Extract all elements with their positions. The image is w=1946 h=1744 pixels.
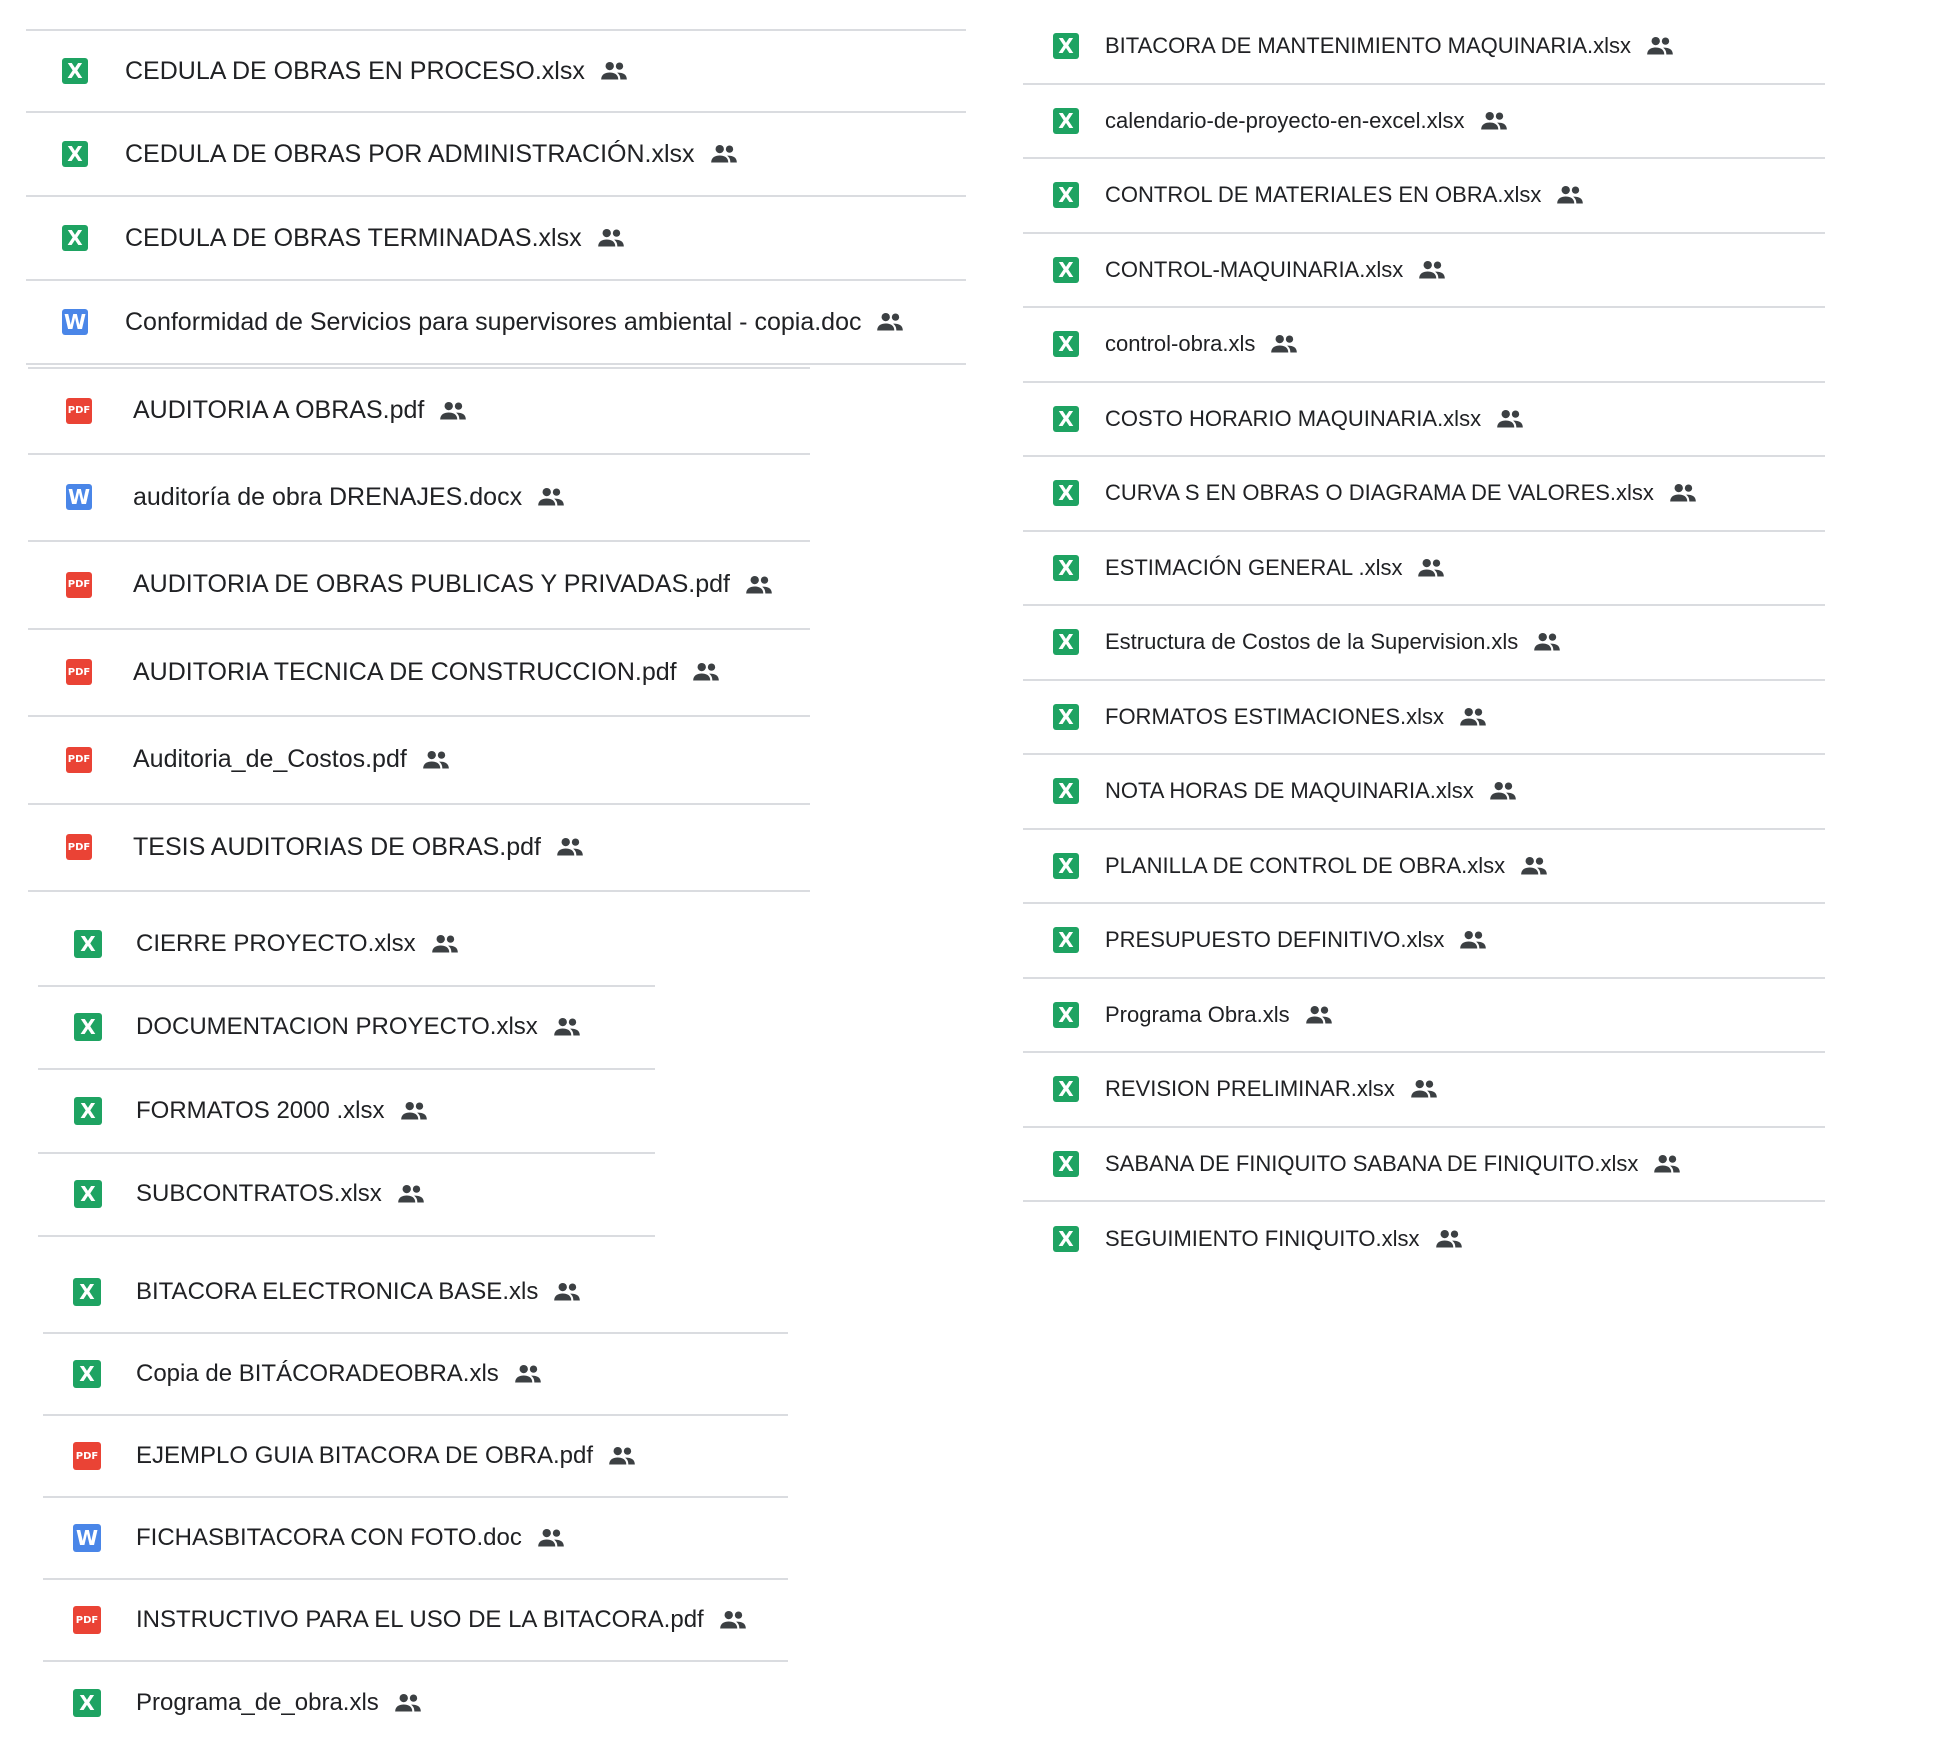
people-icon	[1479, 110, 1509, 132]
file-list-bitacora	[43, 1252, 788, 1744]
spreadsheet-icon: X	[1053, 257, 1079, 283]
file-row[interactable]	[26, 113, 966, 197]
spreadsheet-icon: X	[1053, 331, 1079, 357]
people-icon	[1417, 259, 1447, 281]
people-icon	[607, 1445, 637, 1467]
file-name[interactable]: PRESUPUESTO DEFINITIVO.xlsx	[1105, 927, 1445, 953]
spreadsheet-icon: X	[1053, 927, 1079, 953]
spreadsheet-icon: X	[1053, 33, 1079, 59]
people-icon	[1652, 1153, 1682, 1175]
file-name[interactable]: Conformidad de Servicios para supervisores ambiental - copia.doc	[125, 307, 862, 336]
people-icon	[1555, 184, 1585, 206]
people-icon	[1668, 482, 1698, 504]
file-row[interactable]	[43, 1416, 788, 1498]
file-name[interactable]: CIERRE PROYECTO.xlsx	[136, 929, 416, 957]
people-icon	[555, 836, 585, 858]
people-icon	[718, 1609, 748, 1631]
file-row[interactable]	[38, 1070, 655, 1154]
people-icon	[1269, 333, 1299, 355]
file-row[interactable]	[1023, 1053, 1825, 1128]
file-row[interactable]	[28, 717, 810, 805]
file-name[interactable]: TESIS AUDITORIAS DE OBRAS.pdf	[133, 832, 541, 861]
spreadsheet-icon: X	[1053, 1002, 1079, 1028]
file-row[interactable]	[1023, 457, 1825, 532]
file-name[interactable]: Copia de BITÁCORADEOBRA.xls	[136, 1360, 499, 1387]
file-name[interactable]: REVISION PRELIMINAR.xlsx	[1105, 1076, 1395, 1102]
file-name[interactable]: CONTROL DE MATERIALES EN OBRA.xlsx	[1105, 182, 1542, 208]
file-row[interactable]	[1023, 85, 1825, 160]
people-icon	[1458, 929, 1488, 951]
spreadsheet-icon: X	[74, 1013, 102, 1041]
file-row[interactable]	[1023, 1202, 1825, 1277]
file-name[interactable]: Estructura de Costos de la Supervision.xls	[1105, 629, 1519, 655]
pdf-icon: PDF	[73, 1442, 101, 1470]
spreadsheet-icon: X	[1053, 1226, 1079, 1252]
file-row[interactable]	[1023, 159, 1825, 234]
file-name[interactable]: SABANA DE FINIQUITO SABANA DE FINIQUITO.xlsx	[1105, 1150, 1639, 1176]
spreadsheet-icon: X	[74, 930, 102, 958]
people-icon	[1645, 35, 1675, 57]
file-row[interactable]	[28, 367, 810, 455]
people-icon	[596, 227, 626, 249]
file-row[interactable]	[1023, 383, 1825, 458]
file-name[interactable]: CEDULA DE OBRAS EN PROCESO.xlsx	[125, 56, 585, 85]
people-icon	[1495, 408, 1525, 430]
file-list-cedulas	[26, 29, 966, 365]
file-name[interactable]: Programa_de_obra.xls	[136, 1689, 379, 1716]
file-row[interactable]	[1023, 1128, 1825, 1203]
file-name[interactable]: SEGUIMIENTO FINIQUITO.xlsx	[1105, 1226, 1420, 1252]
spreadsheet-icon: X	[1053, 853, 1079, 879]
people-icon	[709, 143, 739, 165]
word-doc-icon: W	[67, 485, 91, 510]
spreadsheet-icon: X	[1053, 108, 1079, 134]
spreadsheet-icon: X	[1053, 1151, 1079, 1177]
people-icon	[438, 400, 468, 422]
pdf-icon: PDF	[66, 398, 92, 424]
people-icon	[875, 311, 905, 333]
file-name[interactable]: Programa Obra.xls	[1105, 1001, 1290, 1027]
file-name[interactable]: auditoría de obra DRENAJES.docx	[133, 482, 523, 511]
file-row[interactable]	[1023, 755, 1825, 830]
spreadsheet-icon: X	[73, 1278, 101, 1306]
spreadsheet-icon: X	[1053, 1076, 1079, 1102]
file-row[interactable]	[43, 1498, 788, 1580]
people-icon	[1458, 706, 1488, 728]
people-icon	[536, 1527, 566, 1549]
file-name[interactable]: AUDITORIA A OBRAS.pdf	[133, 396, 425, 425]
word-doc-icon: W	[73, 1524, 101, 1552]
file-name[interactable]: CONTROL-MAQUINARIA.xlsx	[1105, 256, 1404, 282]
people-icon	[552, 1281, 582, 1303]
pdf-icon: PDF	[73, 1606, 101, 1634]
file-row[interactable]	[1023, 532, 1825, 607]
file-name[interactable]: PLANILLA DE CONTROL DE OBRA.xlsx	[1105, 852, 1506, 878]
file-row[interactable]	[43, 1662, 788, 1744]
pdf-icon: PDF	[66, 747, 92, 773]
people-icon	[1416, 557, 1446, 579]
file-row[interactable]	[1023, 234, 1825, 309]
people-icon	[421, 749, 451, 771]
spreadsheet-icon: X	[73, 1360, 101, 1388]
file-name[interactable]: INSTRUCTIVO PARA EL USO DE LA BITACORA.pdf	[136, 1606, 704, 1633]
spreadsheet-icon: X	[1053, 406, 1079, 432]
people-icon	[1434, 1228, 1464, 1250]
people-icon	[1409, 1078, 1439, 1100]
people-icon	[599, 60, 629, 82]
file-list-proyecto	[38, 903, 655, 1237]
file-row[interactable]	[1023, 308, 1825, 383]
file-name[interactable]: AUDITORIA TECNICA DE CONSTRUCCION.pdf	[133, 657, 677, 686]
file-name[interactable]: EJEMPLO GUIA BITACORA DE OBRA.pdf	[136, 1442, 594, 1469]
people-icon	[1532, 631, 1562, 653]
file-row[interactable]	[43, 1252, 788, 1334]
file-name[interactable]: CURVA S EN OBRAS O DIAGRAMA DE VALORES.xlsx	[1105, 480, 1654, 506]
file-row[interactable]	[28, 805, 810, 893]
pdf-icon: PDF	[66, 834, 92, 860]
people-icon	[744, 574, 774, 596]
file-name[interactable]: DOCUMENTACION PROYECTO.xlsx	[136, 1013, 538, 1041]
spreadsheet-icon: X	[62, 141, 88, 167]
file-row[interactable]	[43, 1580, 788, 1662]
spreadsheet-icon: X	[1053, 555, 1079, 581]
file-row[interactable]	[28, 455, 810, 543]
file-row[interactable]	[1023, 830, 1825, 905]
file-row[interactable]	[1023, 681, 1825, 756]
file-name[interactable]: FORMATOS ESTIMACIONES.xlsx	[1105, 703, 1444, 729]
file-name[interactable]: FICHASBITACORA CON FOTO.doc	[136, 1524, 522, 1551]
people-icon	[1488, 780, 1518, 802]
file-name[interactable]: calendario-de-proyecto-en-excel.xlsx	[1105, 107, 1465, 133]
file-name[interactable]: NOTA HORAS DE MAQUINARIA.xlsx	[1105, 778, 1474, 804]
file-row[interactable]	[26, 29, 966, 113]
file-name[interactable]: ESTIMACIÓN GENERAL .xlsx	[1105, 554, 1403, 580]
spreadsheet-icon: X	[62, 225, 88, 251]
people-icon	[430, 933, 460, 955]
people-icon	[552, 1016, 582, 1038]
file-row[interactable]	[38, 1154, 655, 1238]
people-icon	[399, 1100, 429, 1122]
pdf-icon: PDF	[66, 659, 92, 685]
file-name[interactable]: FORMATOS 2000 .xlsx	[136, 1096, 385, 1124]
spreadsheet-icon: X	[62, 58, 88, 84]
spreadsheet-icon: X	[1053, 704, 1079, 730]
pdf-icon: PDF	[66, 572, 92, 598]
file-row[interactable]	[38, 987, 655, 1071]
people-icon	[513, 1363, 543, 1385]
file-row[interactable]	[1023, 904, 1825, 979]
spreadsheet-icon: X	[1053, 182, 1079, 208]
file-name[interactable]: AUDITORIA DE OBRAS PUBLICAS Y PRIVADAS.pdf	[133, 570, 730, 599]
people-icon	[1304, 1004, 1334, 1026]
people-icon	[393, 1692, 423, 1714]
spreadsheet-icon: X	[74, 1180, 102, 1208]
people-icon	[396, 1183, 426, 1205]
spreadsheet-icon: X	[1053, 778, 1079, 804]
spreadsheet-icon: X	[1053, 629, 1079, 655]
file-name[interactable]: SUBCONTRATOS.xlsx	[136, 1180, 382, 1208]
file-name[interactable]: CEDULA DE OBRAS POR ADMINISTRACIÓN.xlsx	[125, 139, 695, 168]
file-name[interactable]: BITACORA ELECTRONICA BASE.xls	[136, 1278, 539, 1305]
spreadsheet-icon: X	[1053, 480, 1079, 506]
file-row[interactable]	[28, 630, 810, 718]
file-name[interactable]: BITACORA DE MANTENIMIENTO MAQUINARIA.xlsx	[1105, 33, 1632, 59]
spreadsheet-icon: X	[73, 1689, 101, 1717]
file-row[interactable]	[26, 197, 966, 281]
file-row[interactable]	[26, 281, 966, 365]
people-icon	[691, 661, 721, 683]
file-row[interactable]	[28, 542, 810, 630]
word-doc-icon: W	[63, 310, 87, 334]
people-icon	[536, 486, 566, 508]
file-list-maquinaria-control	[1023, 10, 1825, 1277]
file-row[interactable]	[38, 903, 655, 987]
file-row[interactable]	[1023, 979, 1825, 1054]
file-name[interactable]: Auditoria_de_Costos.pdf	[133, 745, 407, 774]
file-row[interactable]	[1023, 10, 1825, 85]
file-row[interactable]	[43, 1334, 788, 1416]
file-list-auditorias	[28, 367, 810, 892]
spreadsheet-icon: X	[74, 1097, 102, 1125]
people-icon	[1519, 855, 1549, 877]
file-name[interactable]: COSTO HORARIO MAQUINARIA.xlsx	[1105, 405, 1482, 431]
file-row[interactable]	[1023, 606, 1825, 681]
file-name[interactable]: CEDULA DE OBRAS TERMINADAS.xlsx	[125, 223, 582, 252]
file-name[interactable]: control-obra.xls	[1105, 331, 1256, 357]
